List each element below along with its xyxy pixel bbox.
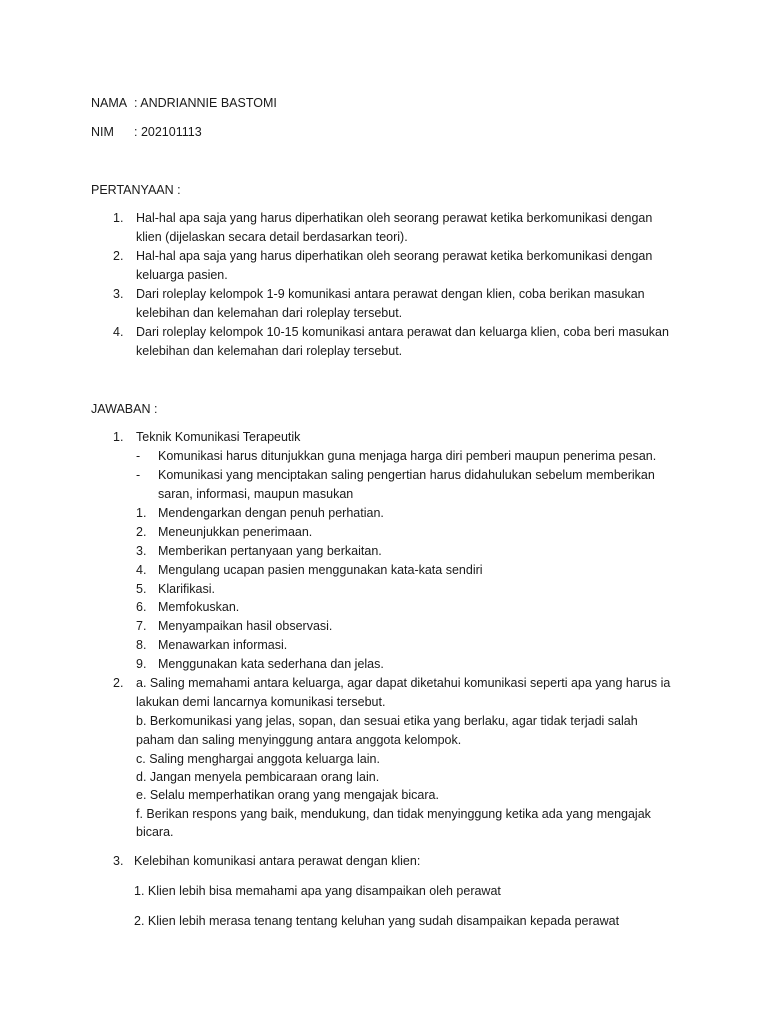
step-number: 4. — [136, 563, 147, 577]
step-text: Menawarkan informasi. — [158, 638, 288, 652]
bullet-line: Komunikasi harus ditunjukkan guna menjaga harga diri pemberi maupun penerima pesan. — [158, 449, 657, 463]
question-number: 4. — [113, 325, 124, 339]
question-number: 2. — [113, 249, 124, 263]
answer-2-line: e. Selalu memperhatikan orang yang mengajak bicara. — [136, 788, 439, 802]
step-text: Memfokuskan. — [158, 600, 240, 614]
question-line: Dari roleplay kelompok 10-15 komunikasi antara perawat dan keluarga klien, coba beri masukan — [136, 325, 669, 339]
answer-number: 1. — [113, 430, 124, 444]
bullet-line: saran, informasi, maupun masukan — [158, 487, 354, 501]
answer-2-line: lakukan demi lancarnya komunikasi tersebut. — [136, 695, 386, 709]
question-line: kelebihan dan kelemahan dari roleplay tersebut. — [136, 306, 403, 320]
step-number: 5. — [136, 582, 147, 596]
step-number: 9. — [136, 657, 147, 671]
step-number: 2. — [136, 525, 147, 539]
answer-2-line: bicara. — [136, 825, 174, 839]
questions-heading: PERTANYAAN : — [91, 183, 181, 197]
answer-2-line: c. Saling menghargai anggota keluarga lain. — [136, 752, 380, 766]
step-text: Klarifikasi. — [158, 582, 215, 596]
bullet-dash: - — [136, 468, 141, 482]
step-number: 1. — [136, 506, 147, 520]
step-text: Menggunakan kata sederhana dan jelas. — [158, 657, 384, 671]
step-text: Meneunjukkan penerimaan. — [158, 525, 313, 539]
answers-heading: JAWABAN : — [91, 402, 158, 416]
question-line: Hal-hal apa saja yang harus diperhatikan oleh seorang perawat ketika berkomunikasi dengan — [136, 249, 653, 263]
answer-3-point: 2. Klien lebih merasa tenang tentang keluhan yang sudah disampaikan kepada perawat — [134, 914, 620, 928]
answer-3-point: 1. Klien lebih bisa memahami apa yang disampaikan oleh perawat — [134, 884, 501, 898]
answer-2-line: b. Berkomunikasi yang jelas, sopan, dan sesuai etika yang berlaku, agar tidak terjadi salah — [136, 714, 638, 728]
answer-3-title: Kelebihan komunikasi antara perawat dengan klien: — [134, 854, 421, 868]
step-number: 8. — [136, 638, 147, 652]
answer-2-line: d. Jangan menyela pembicaraan orang lain. — [136, 770, 380, 784]
step-text: Menyampaikan hasil observasi. — [158, 619, 333, 633]
question-line: keluarga pasien. — [136, 268, 228, 282]
nim-label: NIM — [91, 125, 114, 139]
question-line: kelebihan dan kelemahan dari roleplay tersebut. — [136, 344, 403, 358]
question-line: klien (dijelaskan secara detail berdasarkan teori). — [136, 230, 408, 244]
answer-2-line: paham dan saling menyinggung antara anggota kelompok. — [136, 733, 462, 747]
step-number: 3. — [136, 544, 147, 558]
step-text: Mendengarkan dengan penuh perhatian. — [158, 506, 384, 520]
step-text: Mengulang ucapan pasien menggunakan kata-kata sendiri — [158, 563, 483, 577]
step-number: 7. — [136, 619, 147, 633]
nim-value: : 202101113 — [134, 125, 202, 139]
bullet-line: Komunikasi yang menciptakan saling pengertian harus didahulukan sebelum memberikan — [158, 468, 655, 482]
question-line: Dari roleplay kelompok 1-9 komunikasi antara perawat dengan klien, coba berikan masukan — [136, 287, 645, 301]
step-text: Memberikan pertanyaan yang berkaitan. — [158, 544, 382, 558]
step-number: 6. — [136, 600, 147, 614]
nama-label: NAMA — [91, 96, 128, 110]
answer-2-line: f. Berikan respons yang baik, mendukung, dan tidak menyinggung ketika ada yang mengajak — [136, 807, 651, 821]
question-line: Hal-hal apa saja yang harus diperhatikan oleh seorang perawat ketika berkomunikasi dengan — [136, 211, 653, 225]
question-number: 3. — [113, 287, 124, 301]
answer-2-line: a. Saling memahami antara keluarga, agar dapat diketahui komunikasi seperti apa yang harus ia — [136, 676, 671, 690]
nama-value: : ANDRIANNIE BASTOMI — [134, 96, 277, 110]
question-number: 1. — [113, 211, 124, 225]
bullet-dash: - — [136, 449, 141, 463]
answer-number: 2. — [113, 676, 124, 690]
answer-number: 3. — [113, 854, 124, 868]
answer-1-title: Teknik Komunikasi Terapeutik — [136, 430, 301, 444]
